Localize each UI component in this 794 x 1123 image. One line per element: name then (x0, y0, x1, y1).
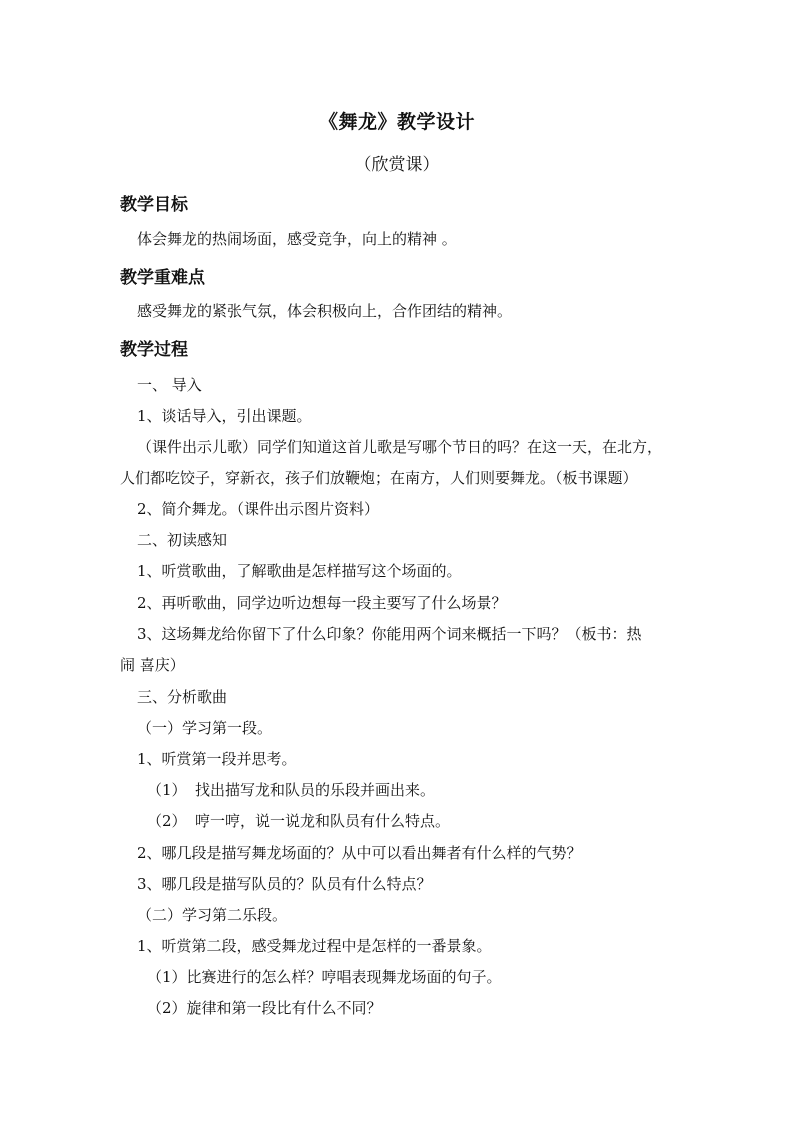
process-p3-sub2-item1: 1、听赏第二段，感受舞龙过程中是怎样的一番景象。 (137, 937, 492, 955)
process-p3-sub1-item1-a (147, 779, 435, 800)
list-marker: （1） (147, 781, 187, 799)
process-p3-sub1-item3: 3、哪几段是描写队员的？队员有什么特点？ (137, 875, 432, 893)
list-marker: （2） (147, 812, 187, 830)
process-p3-sub1-item1-b (147, 810, 450, 831)
process-p3-sub1: （一）学习第一段。 (137, 719, 273, 737)
process-p2-item2: 2、再听歌曲，同学边听边想每一段主要写了什么场景？ (137, 594, 507, 612)
process-p3-sub2-item1-a: （1）比赛进行的怎么样？哼唱表现舞龙场面的句子。 (147, 968, 502, 986)
process-part3-title: 三、分析歌曲 (137, 688, 228, 706)
list-item-text: 找出描写龙和队员的乐段并画出来。 (195, 781, 436, 799)
process-p3-sub1-item2: 2、哪几段是描写舞龙场面的？从中可以看出舞者有什么样的气势？ (137, 844, 582, 862)
process-part1-title: 一、 导入 (137, 376, 202, 394)
section-heading-process: 教学过程 (120, 340, 188, 360)
process-p1-item2: 2、简介舞龙。（课件出示图片资料） (137, 500, 380, 518)
process-p3-sub1-item1: 1、听赏第一段并思考。 (137, 750, 297, 768)
goals-text: 体会舞龙的热闹场面，感受竞争，向上的精神 。 (137, 230, 457, 248)
process-p1-item1: 1、谈话导入，引出课题。 (137, 407, 312, 425)
key-points-text: 感受舞龙的紧张气氛，体会积极向上，合作团结的精神。 (137, 302, 513, 320)
process-p2-item1: 1、听赏歌曲，了解歌曲是怎样描写这个场面的。 (137, 562, 462, 580)
process-p2-item3-line2: 闹 喜庆） (120, 656, 185, 674)
document-subtitle: （欣赏课） (354, 155, 440, 175)
document-title: 《舞龙》教学设计 (318, 111, 475, 133)
process-p1-item1-detail-line1: （课件出示儿歌）同学们知道这首儿歌是写哪个节日的吗？在这一天，在北方， (137, 438, 663, 456)
process-part2-title: 二、初读感知 (137, 531, 228, 549)
process-p3-sub2: （二）学习第二乐段。 (137, 906, 288, 924)
process-p2-item3-line1: 3、这场舞龙给你留下了什么印象？你能用两个词来概括一下吗？（板书：热 (137, 625, 642, 643)
list-item-text: 哼一哼，说一说龙和队员有什么特点。 (195, 812, 451, 830)
process-p3-sub2-item1-b: （2）旋律和第一段比有什么不同？ (147, 999, 382, 1017)
process-p1-item1-detail-line2: 人们都吃饺子，穿新衣，孩子们放鞭炮；在南方，人们则要舞龙。（板书课题） (120, 469, 638, 487)
section-heading-goals: 教学目标 (120, 195, 188, 215)
section-heading-key-points: 教学重难点 (120, 268, 205, 288)
